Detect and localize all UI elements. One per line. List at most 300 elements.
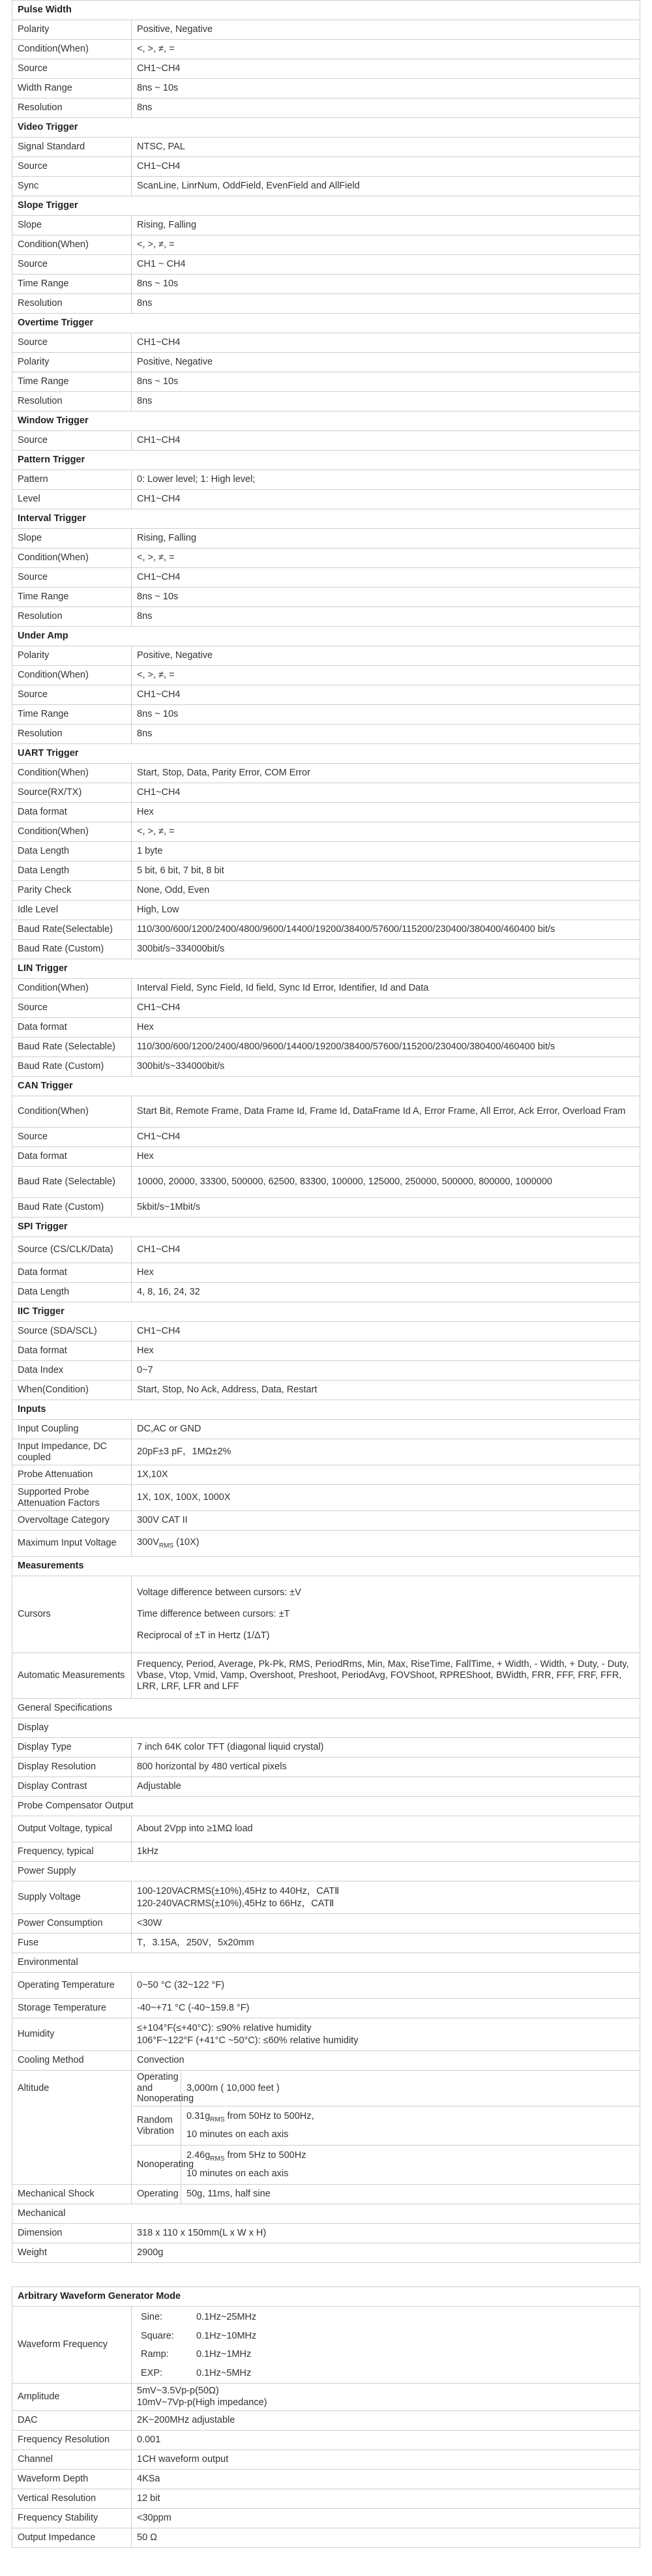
row-label: Data format (12, 1263, 132, 1283)
row-value-cell (132, 1361, 640, 1381)
row-label: Supported Probe Attenuation Factors (12, 1485, 132, 1511)
section-row (12, 196, 640, 216)
spec-row (12, 2383, 640, 2410)
spec-row (12, 1361, 640, 1381)
spec-row (12, 157, 640, 177)
value-part: (10X) (173, 1536, 200, 1548)
value-line: Voltage difference between cursors: ±V (137, 1587, 301, 1598)
row-value-cell (132, 275, 640, 294)
spec-row (12, 764, 640, 783)
spec-row (12, 822, 640, 842)
row-value-cell (132, 235, 640, 255)
row-label: Frequency, typical (12, 1842, 132, 1862)
spec-row (12, 275, 640, 294)
section-row (12, 959, 640, 979)
row-value-cell (132, 764, 640, 783)
row-label: Power Consumption (12, 1914, 132, 1934)
value-line: 100-120VACRMS(±10%),45Hz to 440Hz，CATⅡ (137, 1885, 340, 1896)
section-row (12, 627, 640, 646)
section-row (12, 1077, 640, 1096)
section-row (12, 118, 640, 138)
row-value-cell (132, 783, 640, 803)
row-value: CH1~CH4 (137, 689, 181, 700)
spec-row (12, 98, 640, 118)
row-value-cell (132, 2509, 640, 2528)
row-label: Source (SDA/SCL) (12, 1322, 132, 1341)
row-label: Baud Rate (Selectable) (12, 1167, 132, 1198)
row-value: CH1~CH4 (137, 435, 181, 446)
row-label: Channel (12, 2450, 132, 2470)
row-label: Data Index (12, 1361, 132, 1381)
row-label: Resolution (12, 294, 132, 314)
row-label: Resolution (12, 392, 132, 412)
spec-row (12, 1128, 640, 1147)
spec-row (12, 1842, 640, 1862)
row-label: Resolution (12, 725, 132, 744)
waveform-name: Ramp: (141, 2349, 169, 2360)
row-value-cell (132, 1576, 640, 1653)
row-value: 4, 8, 16, 24, 32 (137, 1287, 200, 1298)
general-title: Probe Compensator Output (12, 1797, 640, 1816)
spec-row (12, 138, 640, 157)
row-label: Time Range (12, 275, 132, 294)
spec-row (12, 2489, 640, 2509)
row-value-cell (132, 940, 640, 959)
row-label: Input Impedance, DC coupled (12, 1439, 132, 1465)
row-value: 300bit/s~334000bit/s (137, 1061, 225, 1072)
row-value: Frequency, Period, Average, Pk-Pk, RMS, PeriodRms, Min, Max, RiseTime, FallTime, + Width, - Width, + Duty, - Duty, Vbase, Vtop, Vmid, Vamp, Overshoot, Preshoot, PeriodAvg, FOVShoot, RPREShoot, BWidth, FRR, FFF, FRF, FFR, LRR, LRF, LFR and LFF (137, 1659, 629, 1692)
row-value: Positive, Negative (137, 24, 213, 35)
row-label: Baud Rate (Selectable) (12, 1038, 132, 1057)
row-value: CH1~CH4 (137, 1131, 181, 1143)
spec-row (12, 588, 640, 607)
row-label: Data format (12, 1018, 132, 1038)
row-label: Frequency Stability (12, 2509, 132, 2528)
spec-row (12, 1934, 640, 1953)
awg-table (12, 2286, 640, 2548)
row-value: Hex (137, 1151, 154, 1162)
row-value-cell (132, 705, 640, 725)
spec-row (12, 216, 640, 235)
row-value-cell (132, 2470, 640, 2489)
row-label: Data format (12, 1341, 132, 1361)
value-line (186, 2111, 634, 2123)
spec-row (12, 842, 640, 861)
spec-row (12, 979, 640, 998)
row-label: Baud Rate (Custom) (12, 940, 132, 959)
spec-row (12, 40, 640, 59)
row-label: Baud Rate(Selectable) (12, 920, 132, 940)
row-value-cell (132, 2450, 640, 2470)
row-label: Output Voltage, typical (12, 1816, 132, 1842)
row-value: 8ns (137, 396, 153, 407)
value-part: 10 minutes on each axis (186, 2168, 289, 2179)
row-value: Start, Stop, Data, Parity Error, COM Error (137, 768, 310, 779)
row-label: Automatic Measurements (12, 1653, 132, 1699)
unit-subscript: RMS (210, 2116, 225, 2124)
row-value-cell (132, 1842, 640, 1862)
row-value-cell (132, 979, 640, 998)
row-value: 110/300/600/1200/2400/4800/9600/14400/19200/38400/57600/115200/230400/380400/460400 bit/s (137, 924, 556, 935)
spec-row (12, 646, 640, 666)
spec-row (12, 2224, 640, 2243)
spec-row (12, 1576, 640, 1653)
row-label: Humidity (12, 2018, 132, 2051)
spec-row (12, 2071, 640, 2106)
unit-subscript: RMS (210, 2155, 225, 2163)
row-value-cell (132, 2411, 640, 2431)
value-line (186, 2129, 634, 2140)
row-label: Data Length (12, 861, 132, 881)
row-value-cell (132, 470, 640, 490)
spec-row (12, 353, 640, 372)
row-value: CH1~CH4 (137, 161, 181, 172)
row-value-cell (132, 490, 640, 509)
spec-row (12, 568, 640, 588)
spec-row (12, 1096, 640, 1128)
value-line: 5mV~3.5Vp-p(50Ω) (137, 2385, 219, 2396)
row-value: Convection (137, 2055, 185, 2066)
section-title: Slope Trigger (12, 196, 640, 216)
row-value-cell (132, 79, 640, 98)
row-sublabel: Random Vibration (132, 2106, 181, 2146)
row-value: <, >, ≠, = (137, 239, 175, 250)
row-label: Data Length (12, 1283, 132, 1302)
row-label: Polarity (12, 20, 132, 40)
spec-row (12, 1341, 640, 1361)
row-value: 300V CAT II (137, 1515, 188, 1526)
row-value-cell (132, 1167, 640, 1198)
section-row (12, 1, 640, 20)
row-label: Vertical Resolution (12, 2489, 132, 2509)
row-value-cell (132, 1018, 640, 1038)
row-label: Source (12, 431, 132, 451)
row-value-cell (181, 2071, 640, 2106)
spec-row (12, 2106, 640, 2146)
row-value: Hex (137, 807, 154, 818)
spec-row (12, 235, 640, 255)
row-value-cell (132, 59, 640, 79)
row-value: ScanLine, LinrNum, OddField, EvenField and AllField (137, 181, 360, 192)
row-value: Positive, Negative (137, 357, 213, 368)
spec-row (12, 431, 640, 451)
specifications-table (12, 0, 640, 2263)
row-value: 8ns (137, 102, 153, 113)
row-label: Time Range (12, 705, 132, 725)
spec-row (12, 1485, 640, 1511)
row-label: Slope (12, 529, 132, 548)
spec-row (12, 1511, 640, 1531)
section-title: UART Trigger (12, 744, 640, 764)
section-title: Measurements (12, 1557, 640, 1576)
row-label: Weight (12, 2243, 132, 2263)
row-value-cell (132, 1511, 640, 1531)
waveform-name: Square: (141, 2330, 174, 2341)
spec-row (12, 725, 640, 744)
spec-row (12, 392, 640, 412)
row-value: 0~7 (137, 1365, 153, 1376)
value-line (186, 2150, 634, 2163)
row-value-cell (132, 529, 640, 548)
waveform-list (132, 2307, 640, 2384)
waveform-name: EXP: (141, 2368, 163, 2379)
row-label: Frequency Resolution (12, 2431, 132, 2450)
row-label: Source (12, 255, 132, 275)
general-row (12, 1953, 640, 1973)
spec-row (12, 1531, 640, 1557)
row-value: NTSC, PAL (137, 142, 185, 153)
spec-row (12, 607, 640, 627)
row-value-cell (132, 1057, 640, 1077)
row-value: CH1~CH4 (137, 63, 181, 74)
row-value: DC,AC or GND (137, 1424, 201, 1435)
value-line (186, 2168, 634, 2179)
row-value-cell (132, 372, 640, 392)
row-value: <30ppm (137, 2513, 171, 2524)
awg-title-row (12, 2287, 640, 2307)
row-value-cell (132, 920, 640, 940)
row-value: <, >, ≠, = (137, 826, 175, 837)
row-label: Fuse (12, 1934, 132, 1953)
section-title: LIN Trigger (12, 959, 640, 979)
spec-row (12, 1738, 640, 1758)
row-label: Polarity (12, 353, 132, 372)
row-value-cell (132, 1147, 640, 1167)
row-label: Dimension (12, 2224, 132, 2243)
spec-row (12, 685, 640, 705)
row-label: Condition(When) (12, 235, 132, 255)
value-line: 120-240VACRMS(±10%),45Hz to 66Hz，CATⅡ (137, 1898, 334, 1909)
value-part: 10 minutes on each axis (186, 2129, 289, 2140)
row-value: 0: Lower level; 1: High level; (137, 474, 256, 485)
spec-row (12, 1999, 640, 2018)
row-label: Source (12, 59, 132, 79)
row-value: Hex (137, 1267, 154, 1278)
row-value-cell (132, 2243, 640, 2263)
row-value: 5kbit/s~1Mbit/s (137, 1202, 201, 1213)
row-value-cell (132, 98, 640, 118)
row-label: Display Contrast (12, 1777, 132, 1797)
row-label: Amplitude (12, 2383, 132, 2410)
row-value-cell (132, 1283, 640, 1302)
spec-row (12, 1973, 640, 1999)
row-label: Time Range (12, 372, 132, 392)
spec-row (12, 666, 640, 685)
row-value: 12 bit (137, 2493, 160, 2504)
row-label: Source (12, 998, 132, 1018)
row-value: CH1~CH4 (137, 1244, 181, 1255)
value-part: from 5Hz to 500Hz (224, 2150, 306, 2161)
row-label: Condition(When) (12, 548, 132, 568)
row-value-cell (132, 1934, 640, 1953)
row-value-cell (132, 1038, 640, 1057)
row-label: Operating Temperature (12, 1973, 132, 1999)
spec-row (12, 470, 640, 490)
row-value-cell (132, 1816, 640, 1842)
spec-row (12, 59, 640, 79)
row-value-cell (132, 1381, 640, 1400)
row-value-cell (132, 1914, 640, 1934)
spec-row (12, 1758, 640, 1777)
row-label: Condition(When) (12, 979, 132, 998)
general-row (12, 2204, 640, 2224)
row-value-cell (132, 685, 640, 705)
row-value-cell (181, 2106, 640, 2146)
row-value-cell (132, 216, 640, 235)
row-value: 0.001 (137, 2434, 161, 2446)
row-label: Condition(When) (12, 666, 132, 685)
section-title: IIC Trigger (12, 1302, 640, 1322)
section-row (12, 451, 640, 470)
spec-row (12, 1018, 640, 1038)
row-label: Signal Standard (12, 138, 132, 157)
row-value: 20pF±3 pF，1MΩ±2% (137, 1446, 231, 1458)
row-label: Supply Voltage (12, 1881, 132, 1914)
row-label: Cursors (12, 1576, 132, 1653)
row-value-cell (132, 568, 640, 588)
row-value-cell (132, 822, 640, 842)
row-value: 1CH waveform output (137, 2454, 229, 2465)
row-value-cell (132, 725, 640, 744)
row-value-cell (132, 177, 640, 196)
value-line: 10mV~7Vp-p(High impedance) (137, 2397, 267, 2408)
spec-row (12, 372, 640, 392)
row-label: When(Condition) (12, 1381, 132, 1400)
section-row (12, 1557, 640, 1576)
row-value-cell (132, 2528, 640, 2548)
row-value-cell (132, 2431, 640, 2450)
general-title: Environmental (12, 1953, 640, 1973)
waveform-range: 0.1Hz~10MHz (196, 2330, 257, 2341)
row-value-cell (132, 2224, 640, 2243)
row-value-cell (132, 1531, 640, 1557)
row-value-cell (132, 1999, 640, 2018)
row-value-cell (132, 1263, 640, 1283)
row-value: 300bit/s~334000bit/s (137, 944, 225, 955)
spec-row (12, 2051, 640, 2071)
row-value: 2900g (137, 2247, 164, 2258)
spec-row (12, 901, 640, 920)
row-value-cell (132, 1485, 640, 1511)
row-value: 50g, 11ms, half sine (186, 2189, 271, 2200)
general-row (12, 1699, 640, 1718)
row-value-cell (132, 1653, 640, 1699)
row-value-cell (132, 1341, 640, 1361)
row-label: Output Impedance (12, 2528, 132, 2548)
row-label: Condition(When) (12, 1096, 132, 1128)
row-label: Slope (12, 216, 132, 235)
section-title: Overtime Trigger (12, 314, 640, 333)
spec-row (12, 1914, 640, 1934)
row-value-cell (132, 2489, 640, 2509)
row-value: Hex (137, 1345, 154, 1356)
row-label: Resolution (12, 98, 132, 118)
row-label: DAC (12, 2411, 132, 2431)
row-sublabel: Operating and Nonoperating (132, 2071, 181, 2106)
row-value: Rising, Falling (137, 533, 197, 544)
row-value-cell (132, 1973, 640, 1999)
row-value-cell (132, 803, 640, 822)
spec-row (12, 294, 640, 314)
row-value: 8ns ~ 10s (137, 592, 179, 603)
row-label (12, 2146, 132, 2185)
row-label: Baud Rate (Custom) (12, 1198, 132, 1218)
value-line: 106°F~122°F (+41°C ~50°C): ≤60% relative humidity (137, 2035, 359, 2046)
row-label: Pattern (12, 470, 132, 490)
row-label: Level (12, 490, 132, 509)
row-value-cell (132, 2051, 640, 2071)
value-line: Reciprocal of ±T in Hertz (1/ΔT) (137, 1630, 270, 1641)
row-value-cell (132, 1777, 640, 1797)
row-value: -40~+71 °C (-40~159.8 °F) (137, 2003, 250, 2014)
row-value-cell (132, 353, 640, 372)
row-value: <, >, ≠, = (137, 44, 175, 55)
row-value: 8ns ~ 10s (137, 376, 179, 387)
row-value: 10000, 20000, 33300, 500000, 62500, 83300, 100000, 125000, 250000, 500000, 800000, 1000000 (137, 1176, 552, 1188)
spec-row (12, 920, 640, 940)
row-label: Altitude (12, 2071, 132, 2106)
spec-row (12, 2146, 640, 2185)
row-value-cell (132, 2018, 640, 2051)
row-label: Resolution (12, 607, 132, 627)
row-value-cell (132, 1465, 640, 1485)
spec-row (12, 861, 640, 881)
spec-row (12, 1263, 640, 1283)
spec-row (12, 1653, 640, 1699)
spec-row (12, 1057, 640, 1077)
row-label: Waveform Frequency (12, 2307, 132, 2384)
spec-row (12, 2509, 640, 2528)
row-label: Display Type (12, 1738, 132, 1758)
row-value-cell (132, 646, 640, 666)
value-part: from 50Hz to 500Hz, (224, 2111, 314, 2122)
spec-row (12, 1777, 640, 1797)
row-label: Source(RX/TX) (12, 783, 132, 803)
row-label: Source (12, 333, 132, 353)
spec-row (12, 783, 640, 803)
general-title: General Specifications (12, 1699, 640, 1718)
row-value: 3,000m ( 10,000 feet ) (186, 2082, 280, 2093)
row-label: Source (CS/CLK/Data) (12, 1237, 132, 1263)
row-value: 110/300/600/1200/2400/4800/9600/14400/19200/38400/57600/115200/230400/380400/460400 bit/s (137, 1041, 556, 1053)
spec-row (12, 1465, 640, 1485)
spec-row (12, 2450, 640, 2470)
section-row (12, 744, 640, 764)
row-value: 5 bit, 6 bit, 7 bit, 8 bit (137, 865, 224, 876)
row-value: About 2Vpp into ≥1MΩ load (137, 1823, 253, 1835)
section-row (12, 1302, 640, 1322)
row-value-cell (132, 294, 640, 314)
row-value: 50 Ω (137, 2532, 157, 2543)
spec-row (12, 705, 640, 725)
row-value: 8ns ~ 10s (137, 709, 179, 720)
row-label: Sync (12, 177, 132, 196)
row-value: CH1~CH4 (137, 494, 181, 505)
row-value-cell (132, 607, 640, 627)
row-value-cell (132, 1096, 640, 1128)
row-value: 0~50 °C (32~122 °F) (137, 1980, 225, 1991)
row-sublabel: Nonoperating (132, 2146, 181, 2185)
spec-row (12, 2470, 640, 2489)
section-title: Interval Trigger (12, 509, 640, 529)
spec-row (12, 803, 640, 822)
row-label: Data Length (12, 842, 132, 861)
spec-row (12, 1322, 640, 1341)
spec-row (12, 1038, 640, 1057)
row-value: CH1~CH4 (137, 1326, 181, 1337)
row-value-cell (132, 1758, 640, 1777)
general-title: Mechanical (12, 2204, 640, 2224)
